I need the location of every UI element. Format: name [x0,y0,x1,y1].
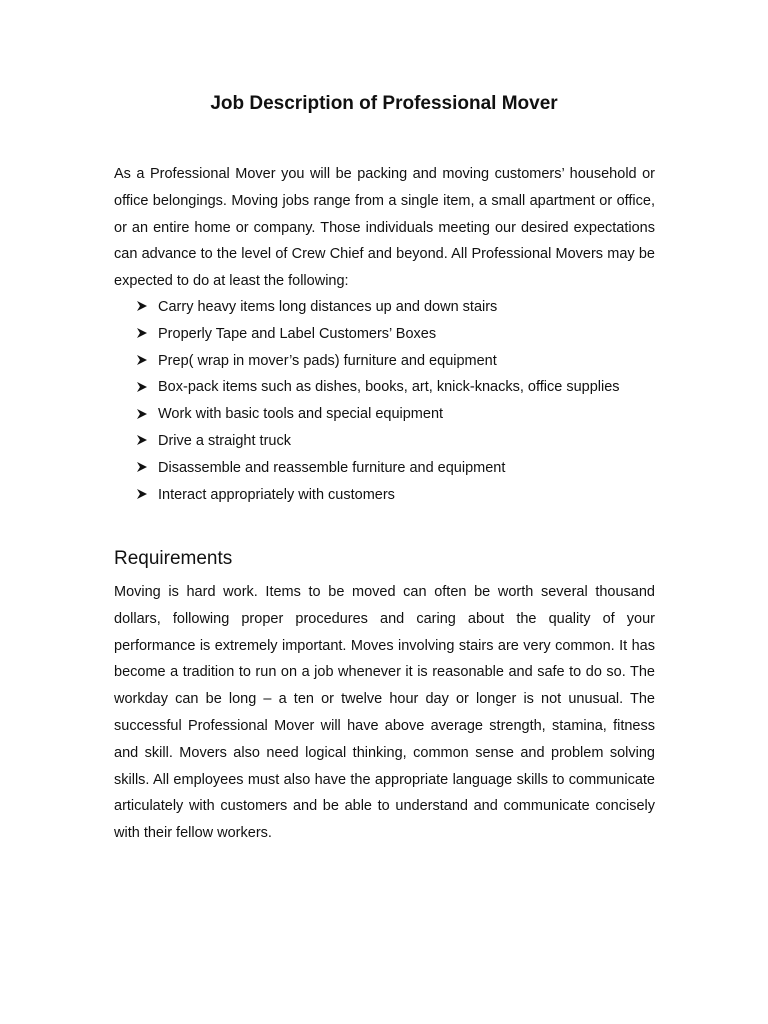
arrowhead-bullet-icon [136,381,158,395]
list-item [136,482,676,509]
list-item-text: Drive a straight truck [158,432,291,449]
arrowhead-bullet-icon [136,408,158,422]
list-item-text: Prep( wrap in mover’s pads) furniture and equipment [158,352,497,369]
list-item-text: Properly Tape and Label Customers’ Boxes [158,325,437,342]
arrowhead-bullet-icon [136,434,158,448]
list-item [136,348,676,375]
intro-paragraph: As a Professional Mover you will be packing and moving customers’ household or office belongings. Moving jobs range from a single item, a small apartment or office, or an entire home or company. Those individuals meeting our desired expectations can advance to the level of Crew Chief and beyond. All Professional Movers may be expected to do at least the following: [114,166,655,290]
list-item [136,455,676,482]
list-item-text: Disassemble and reassemble furniture and equipment [158,459,506,476]
requirements-paragraph: Moving is hard work. Items to be moved can often be worth several thousand dollars, following proper procedures and caring about the quality of your performance is extremely important. Moves involving stairs are very common. It has become a tradition to run on a job whenever it is reasonable and safe to do so. The workday can be long – a ten or twelve hour day or longer is not unusual. The successful Professional Mover will have above average strength, stamina, fitness and skill. Movers also need logical thinking, common sense and problem solving skills. All employees must also have the appropriate language skills to communicate articulately with customers and be able to understand and communicate concisely with their fellow workers. [114,584,655,842]
page-title: Job Description of Professional Mover [210,93,558,114]
list-item [136,321,676,348]
arrowhead-bullet-icon [136,488,158,502]
arrowhead-bullet-icon [136,354,158,368]
list-item-text: Interact appropriately with customers [158,486,395,503]
list-item-text: Box-pack items such as dishes, books, art, knick-knacks, office supplies [158,379,620,396]
duties-list [136,294,676,508]
arrowhead-bullet-icon [136,461,158,475]
list-item [136,374,676,401]
arrowhead-bullet-icon [136,300,158,314]
requirements-heading: Requirements [114,548,233,569]
list-item [136,294,676,321]
list-item [136,428,676,455]
arrowhead-bullet-icon [136,327,158,341]
list-item-text: Work with basic tools and special equipment [158,406,444,423]
list-item [136,401,676,428]
list-item-text: Carry heavy items long distances up and down stairs [158,299,498,315]
